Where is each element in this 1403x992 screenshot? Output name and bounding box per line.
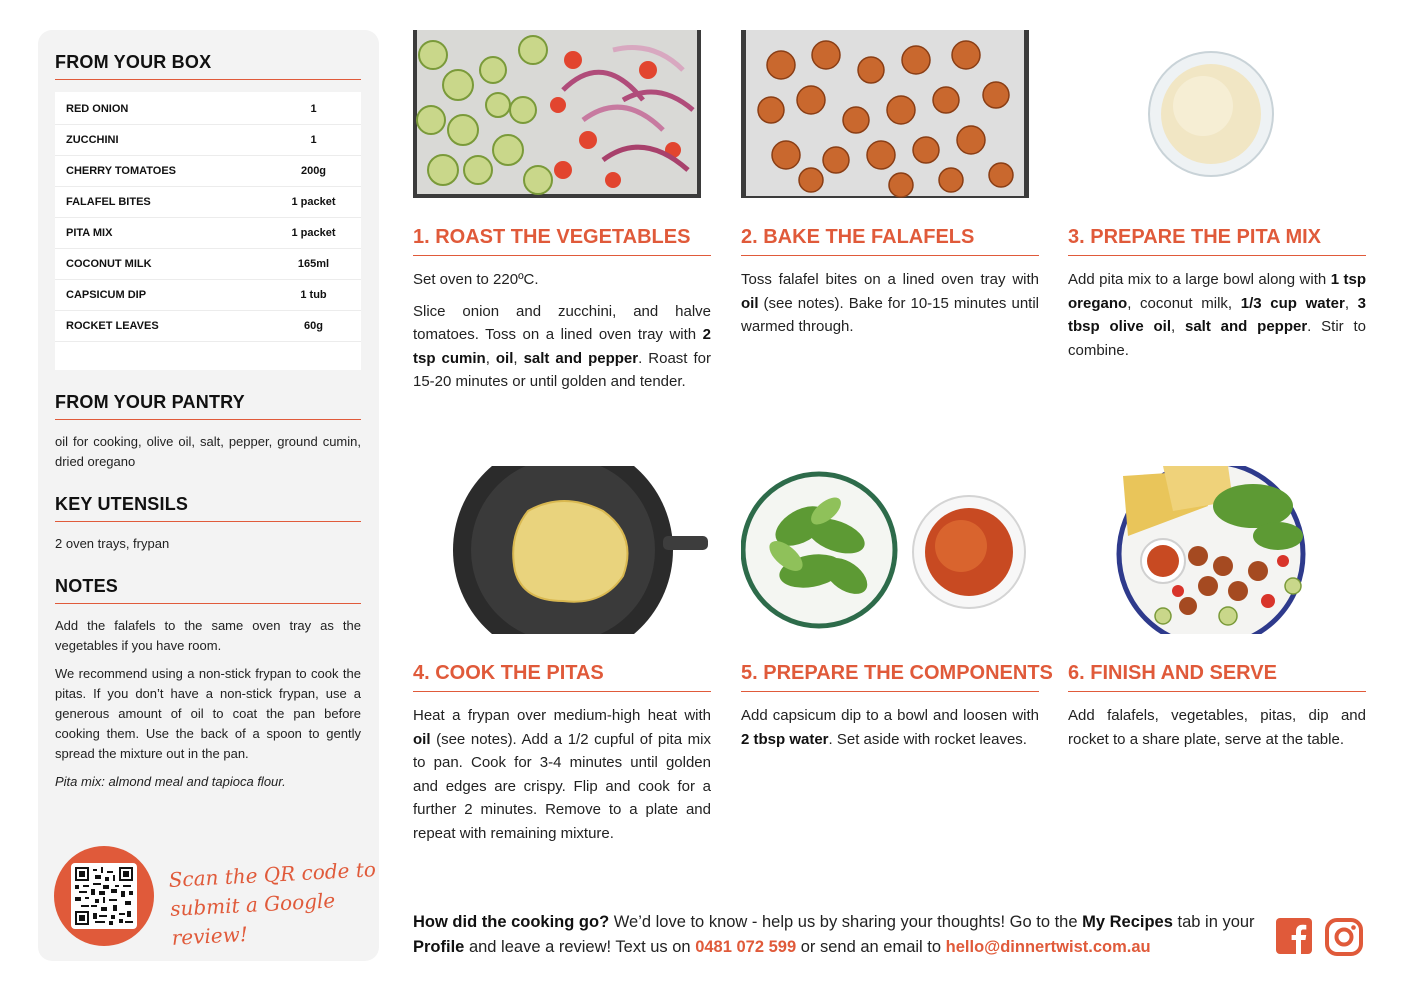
note-2: We recommend using a non-stick frypan to cook the pitas. If you don’t have a non-stick frypan, use a generous amount of oil to coat the pan before cooking them. Use the back of a spoon to gently spread the mixture out in the pan.: [55, 666, 361, 761]
qr-line-1: Scan the QR code to: [168, 857, 377, 892]
table-row: [55, 187, 361, 218]
ingredient-name: ROCKET LEAVES: [66, 320, 159, 332]
ingredient-name: PITA MIX: [66, 227, 113, 239]
table-row: [55, 156, 361, 187]
step-1-title: 1. ROAST THE VEGETABLES: [413, 226, 711, 256]
note-italic: Pita mix: almond meal and tapioca flour.: [55, 774, 286, 789]
ingredient-name: ZUCCHINI: [66, 134, 119, 146]
step-1-image: [413, 30, 711, 198]
my-recipes-link: My Recipes: [1082, 913, 1173, 931]
step-5-image: [741, 466, 1039, 634]
step-1-text-1: Set oven to 220ºC.: [413, 271, 539, 288]
step-3-body: [1068, 268, 1366, 362]
ingredient-qty: 60g: [304, 320, 323, 332]
step-3-text: Add pita mix to a large bowl along with 1 tsp oregano, coconut milk, 1/3 cup water, 3 tbsp olive oil, salt and pepper. Stir to combine.: [1068, 271, 1366, 359]
step-5-text: Add capsicum dip to a bowl and loosen with 2 tbsp water. Set aside with rocket leaves.: [741, 707, 1039, 748]
phone-link[interactable]: 0481 072 599: [695, 938, 797, 956]
step-2-image: [741, 30, 1039, 198]
step-2-title: 2. BAKE THE FALAFELS: [741, 226, 1039, 256]
ingredient-qty: 1: [310, 134, 317, 146]
table-row: [55, 311, 361, 342]
feedback-footer: How did the cooking go? We’d love to know - help us by sharing your thoughts! Go to the My Recipes tab in your Profile and leave a review! Text us on 0481 072 599 or send an email to hello@dinnertwist.com.au: [413, 913, 1255, 956]
qr-prompt: [168, 855, 383, 953]
ingredient-qty: 165ml: [297, 258, 330, 270]
utensils-text: 2 oven trays, frypan: [55, 536, 170, 551]
table-row: [55, 249, 361, 280]
qr-code-icon[interactable]: [71, 863, 137, 929]
step-4-title: 4. COOK THE PITAS: [413, 662, 711, 692]
step-6-text: Add falafels, vegetables, pitas, dip and rocket to a share plate, serve at the table.: [1068, 707, 1366, 748]
table-row: [55, 94, 361, 125]
step-6-title: 6. FINISH AND SERVE: [1068, 662, 1366, 692]
ingredient-qty: 1 packet: [291, 196, 336, 208]
ingredient-qty: 200g: [300, 165, 327, 177]
table-row: [55, 218, 361, 249]
step-4-text: Heat a frypan over medium-high heat with oil (see notes). Add a 1/2 cupful of pita mix to pan. Cook for 3-4 minutes until golden and edges are crispy. Flip and cook for a further 2 minutes. Remove to a plate and repeat with remaining mixture.: [413, 707, 711, 842]
step-6-image: [1068, 466, 1366, 634]
step-3-image: [1068, 30, 1366, 198]
ingredient-name: RED ONION: [66, 103, 129, 115]
box-ingredients-table: [55, 92, 361, 370]
qr-line-2: submit a Google review!: [169, 888, 336, 950]
step-6-body: [1068, 704, 1366, 751]
ingredient-qty: 1 tub: [300, 289, 327, 301]
facebook-icon[interactable]: [1276, 918, 1314, 956]
utensils-heading: KEY UTENSILS: [55, 494, 361, 522]
sidebar: [38, 30, 379, 961]
note-1: Add the falafels to the same oven tray as the vegetables if you have room.: [55, 618, 361, 653]
step-2: [741, 30, 1039, 347]
step-2-body: [741, 268, 1039, 339]
step-3: [1068, 30, 1366, 370]
qr-badge[interactable]: [54, 846, 154, 946]
profile-link: Profile: [413, 938, 465, 956]
step-1-body: [413, 268, 711, 394]
box-heading: FROM YOUR BOX: [55, 52, 361, 80]
ingredient-name: CHERRY TOMATOES: [66, 165, 177, 177]
step-1: [413, 30, 711, 402]
step-2-text: Toss falafel bites on a lined oven tray with oil (see notes). Bake for 10-15 minutes until warmed through.: [741, 271, 1039, 335]
step-5-title: 5. PREPARE THE COMPONENTS: [741, 662, 1039, 692]
pantry-heading: FROM YOUR PANTRY: [55, 392, 361, 420]
ingredient-qty: 1 packet: [291, 227, 336, 239]
step-6: [1068, 466, 1366, 759]
step-5: [741, 466, 1053, 759]
email-link[interactable]: hello@dinnertwist.com.au: [945, 938, 1151, 956]
table-row: [55, 280, 361, 311]
ingredient-name: CAPSICUM DIP: [66, 289, 147, 301]
step-4: [413, 466, 711, 853]
notes-heading: NOTES: [55, 576, 361, 604]
ingredient-qty: 1: [310, 103, 317, 115]
step-4-image: [413, 466, 711, 634]
pantry-text: oil for cooking, olive oil, salt, pepper, ground cumin, dried oregano: [55, 434, 361, 469]
step-3-title: 3. PREPARE THE PITA MIX: [1068, 226, 1366, 256]
ingredient-name: COCONUT MILK: [66, 258, 152, 270]
table-row: [55, 125, 361, 156]
step-4-body: [413, 704, 711, 845]
ingredient-name: FALAFEL BITES: [66, 196, 151, 208]
step-1-text-2: Slice onion and zucchini, and halve tomatoes. Toss on a lined oven tray with 2 tsp cumin, oil, salt and pepper. Roast for 15-20 minutes or until golden and tender.: [413, 302, 711, 390]
footer-question: How did the cooking go?: [413, 913, 610, 931]
step-5-body: [741, 704, 1039, 751]
instagram-icon[interactable]: [1325, 918, 1363, 956]
